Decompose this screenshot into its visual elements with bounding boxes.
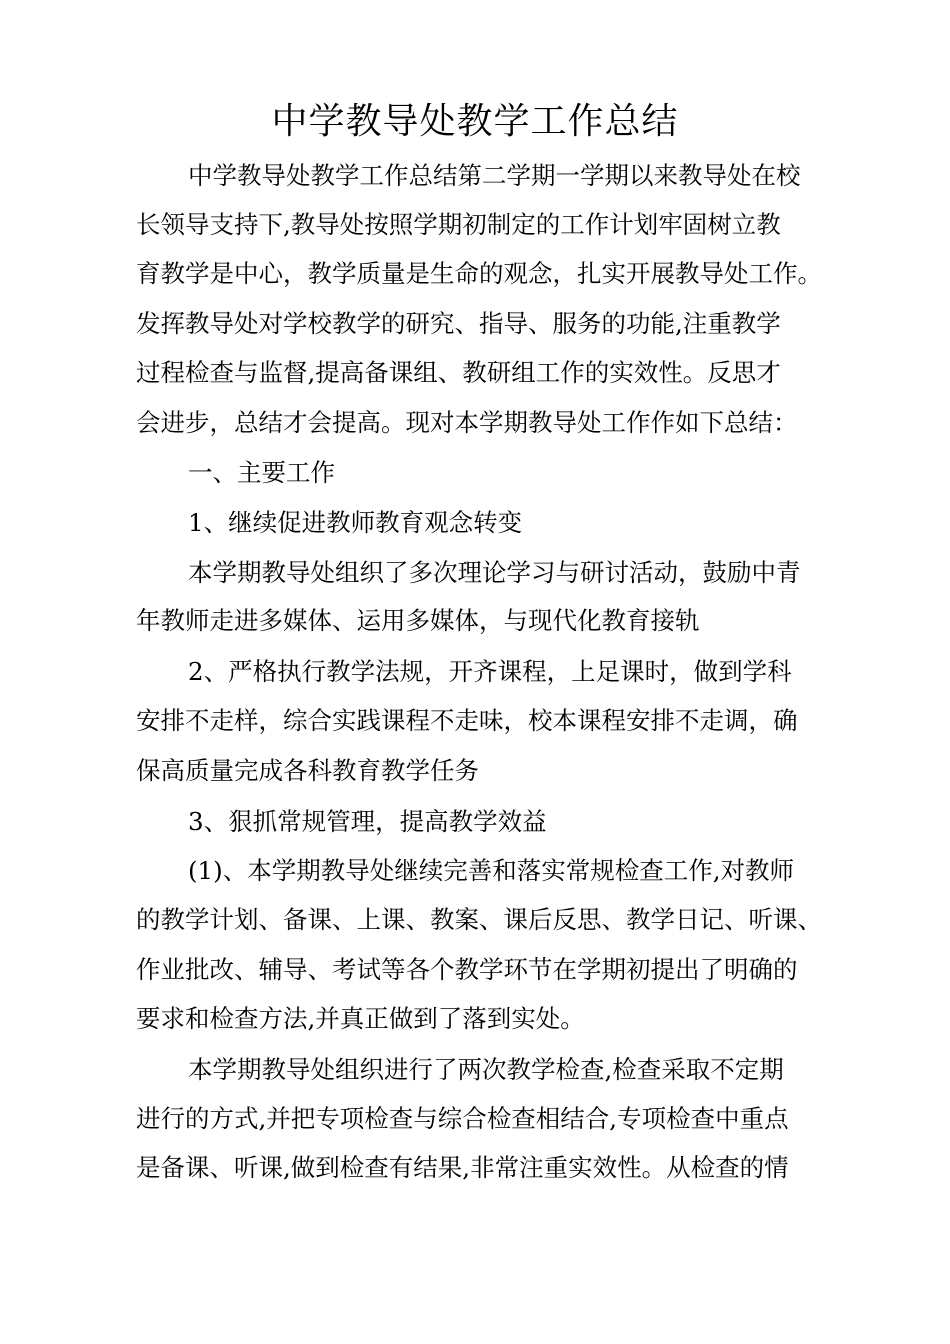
paragraph-line: 本学期教导处组织了多次理论学习与研讨活动，鼓励中青 bbox=[188, 558, 801, 587]
paragraph-line: 长领导支持下,教导处按照学期初制定的工作计划牢固树立教 bbox=[136, 210, 781, 239]
subsection-heading: 1、继续促进教师教育观念转变 bbox=[188, 508, 523, 537]
paragraph-line: 育教学是中心，教学质量是生命的观念，扎实开展教导处工作。 bbox=[136, 259, 822, 288]
paragraph-line: 年教师走进多媒体、运用多媒体，与现代化教育接轨 bbox=[136, 606, 700, 635]
paragraph-line: (1)、本学期教导处继续完善和落实常规检查工作,对教师 bbox=[188, 856, 794, 885]
paragraph-line: 会进步，总结才会提高。现对本学期教导处工作作如下总结： bbox=[136, 408, 798, 437]
section-heading: 一、主要工作 bbox=[188, 458, 335, 487]
paragraph-line: 是备课、听课,做到检查有结果,非常注重实效性。从检查的情 bbox=[136, 1153, 789, 1182]
document-title: 中学教导处教学工作总结 bbox=[271, 101, 679, 142]
paragraph-line: 作业批改、辅导、考试等各个教学环节在学期初提出了明确的 bbox=[136, 955, 798, 984]
paragraph-line: 安排不走样，综合实践课程不走味，校本课程安排不走调，确 bbox=[136, 706, 798, 735]
paragraph-line: 发挥教导处对学校教学的研究、指导、服务的功能,注重教学 bbox=[136, 309, 781, 338]
paragraph-line: 2、严格执行教学法规，开齐课程，上足课时，做到学科 bbox=[188, 657, 792, 686]
paragraph-line: 的教学计划、备课、上课、教案、课后反思、教学日记、听课、 bbox=[136, 905, 822, 934]
paragraph-line: 要求和检查方法,并真正做到了落到实处。 bbox=[136, 1004, 585, 1033]
paragraph-line: 过程检查与监督,提高备课组、教研组工作的实效性。反思才 bbox=[136, 358, 781, 387]
paragraph-line: 本学期教导处组织进行了两次教学检查,检查采取不定期 bbox=[188, 1055, 784, 1084]
paragraph-line: 中学教导处教学工作总结第二学期一学期以来教导处在校 bbox=[188, 161, 801, 190]
subsection-heading: 3、狠抓常规管理，提高教学效益 bbox=[188, 807, 547, 836]
paragraph-line: 保高质量完成各科教育教学任务 bbox=[136, 756, 479, 785]
paragraph-line: 进行的方式,并把专项检查与综合检查相结合,专项检查中重点 bbox=[136, 1104, 789, 1133]
